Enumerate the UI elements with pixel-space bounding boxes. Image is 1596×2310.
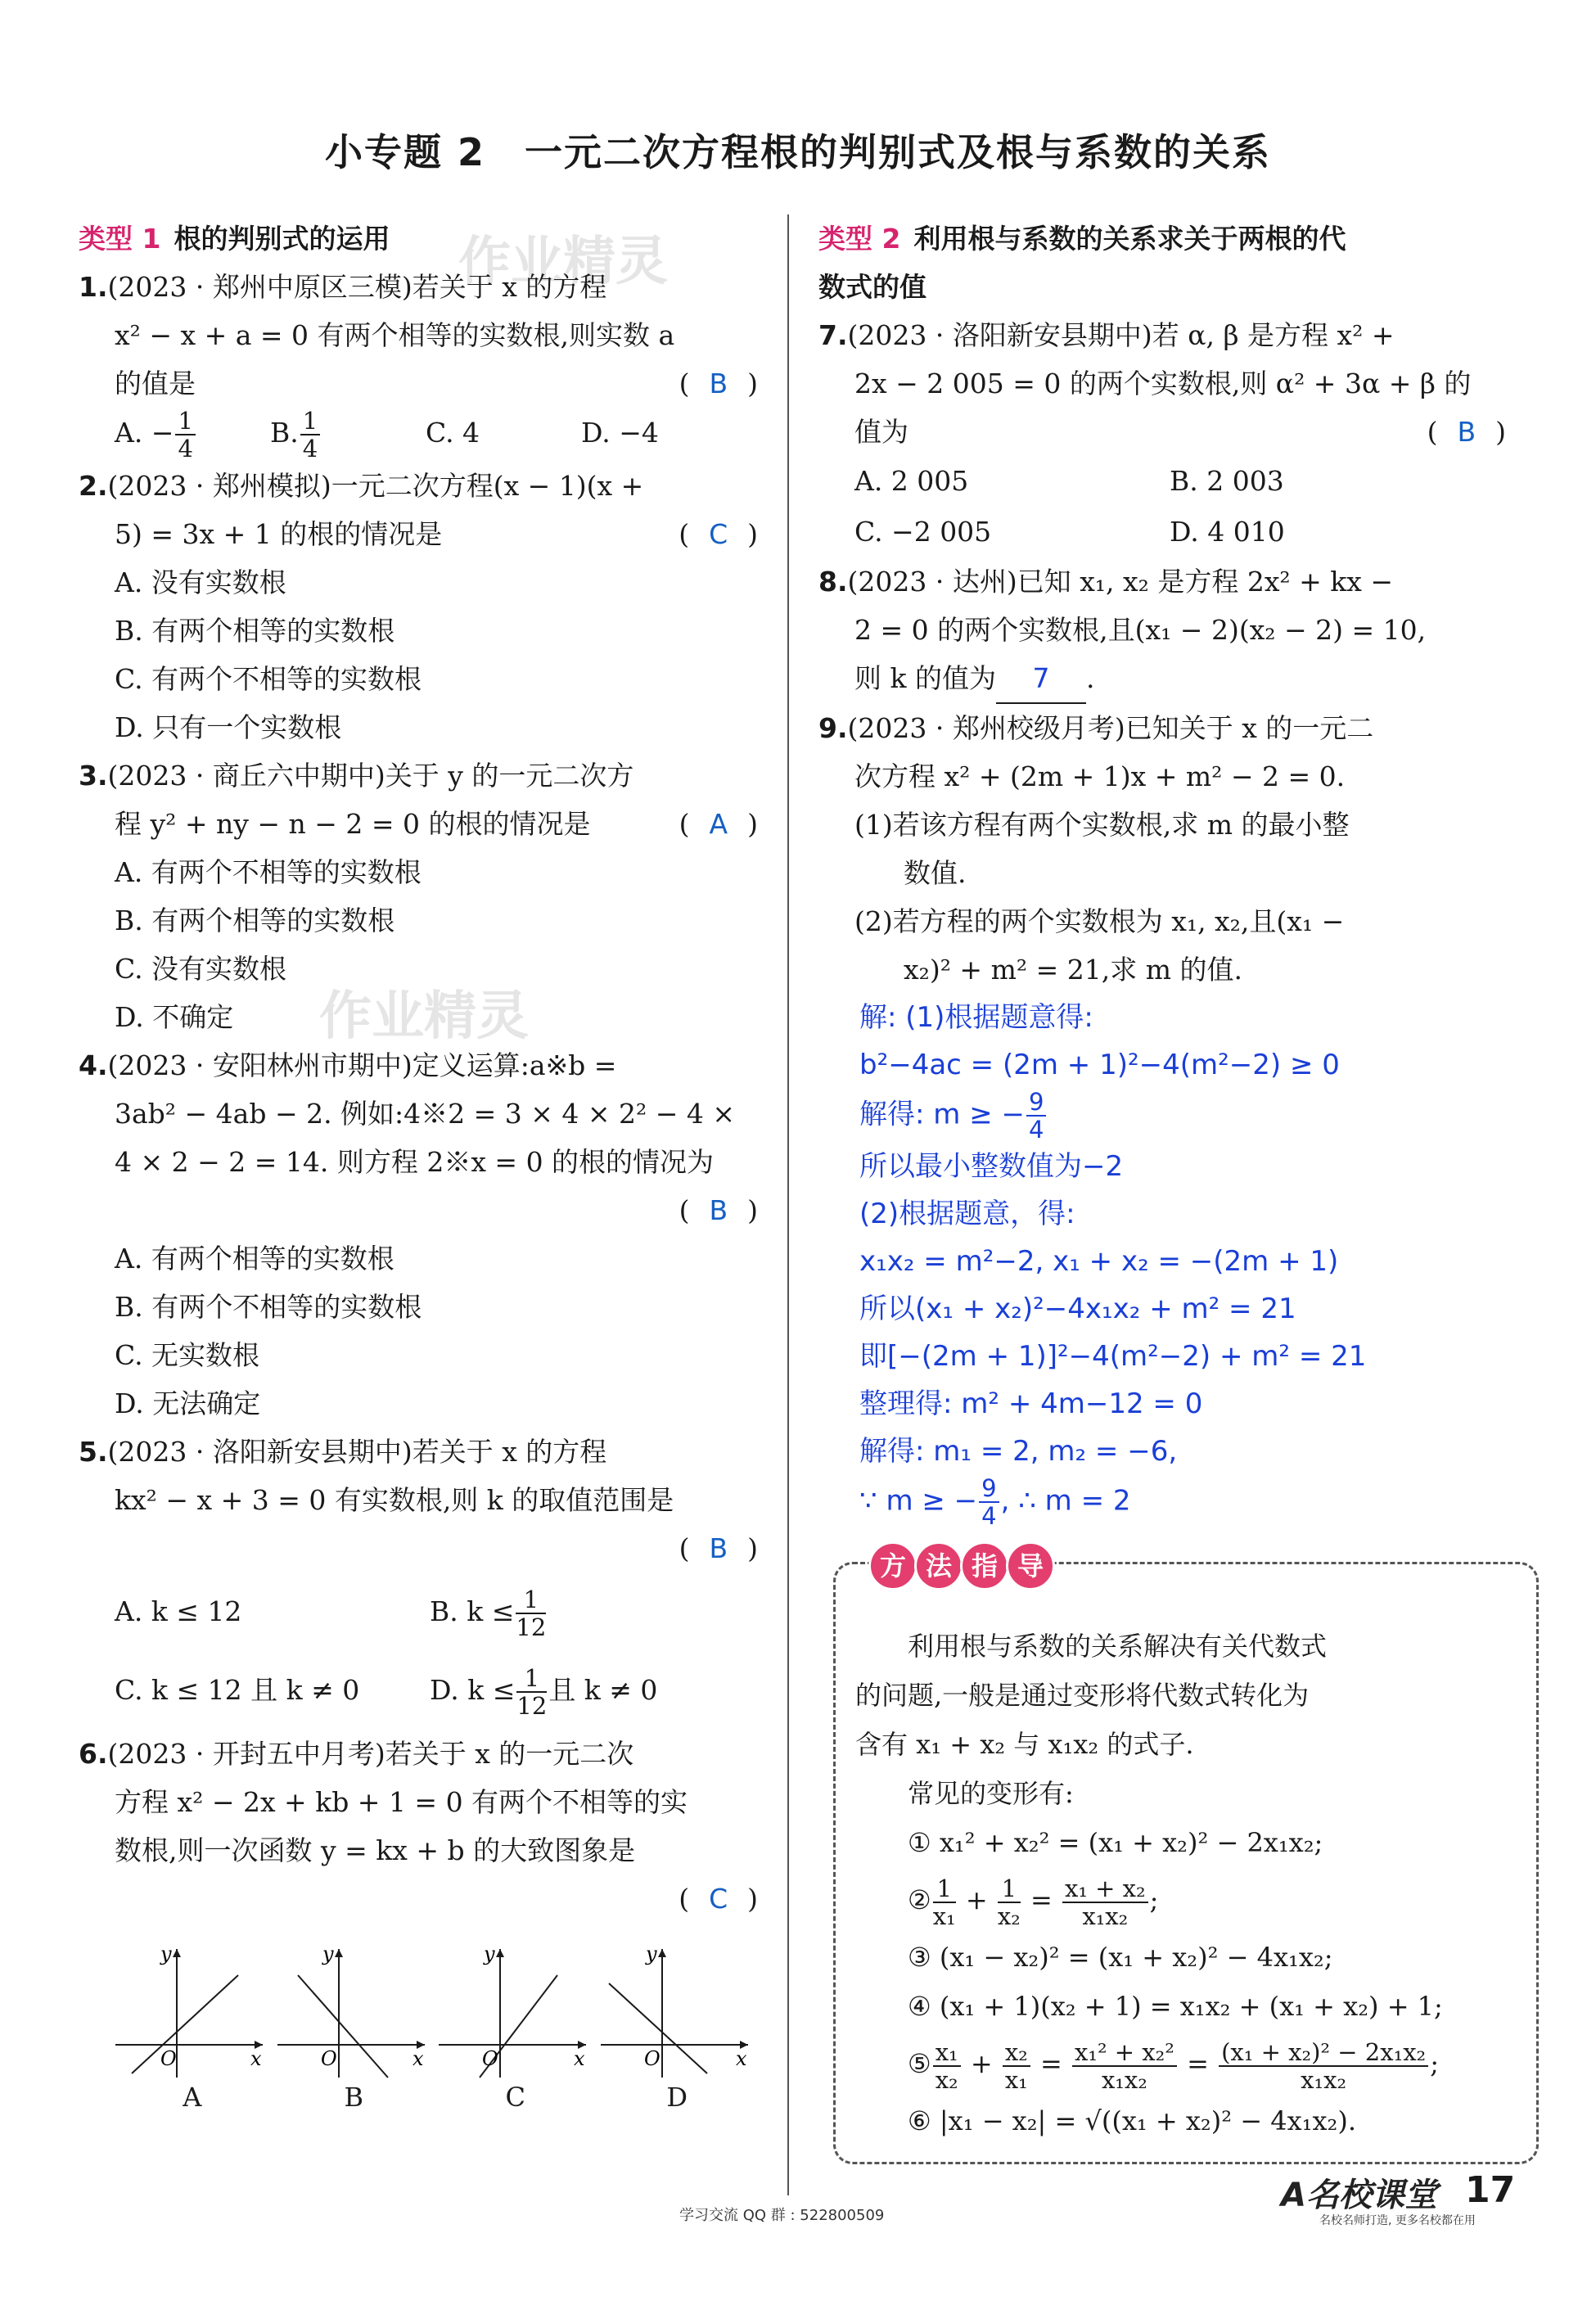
watermark: 作业精灵 [458, 232, 668, 292]
question-text: 2x − 2 005 = 0 的两个实数根,则 α² + 3α + β 的 [854, 368, 1472, 399]
answer-bracket: ( B ) [679, 1532, 758, 1564]
question-text: (2023 · 商丘六中期中)关于 y 的一元二次方 [107, 760, 634, 792]
option-a: A. 有两个相等的实数根 [115, 1243, 394, 1275]
handwritten-solution: 解: (1)根据题意得: b²−4ac = (2m + 1)²−4(m²−2) ≥ 0 解得: m ≥ − $\frac{9}{4}$ 所以最小整数值为−2 (2)根据题意，得: x₁x₂ = m²−2, x₁ + x₂ = −(2m + 1) 所以(x₁ + x₂)²−4x₁x₂ + m² = 21 即[−(2m + 1)]²−4(m²−2) + m² = 21 整理得: m² + 4m−12 = 0 解得: m₁ = 2, m₂ = −6, ∵ m ≥ − $\frac{9}{4}$ , ∴ m = 2 [859, 1001, 1367, 1530]
question-number: 4. [79, 1049, 108, 1081]
question-number: 1. [79, 271, 108, 303]
svg-text:y: y [322, 1942, 334, 1965]
svg-text:x: x [250, 2047, 262, 2070]
formula-4: ④ (x₁ + 1)(x₂ + 1) = x₁x₂ + (x₁ + x₂) + 1; [908, 1991, 1443, 2022]
svg-text:x: x [412, 2047, 424, 2070]
answer-blank: 7 [996, 654, 1086, 704]
section-header [818, 214, 1506, 263]
svg-text:y: y [484, 1942, 495, 1965]
section-tag: 类型 2 [818, 223, 901, 255]
svg-text:O: O [320, 2047, 337, 2070]
question-text: (2023 · 达州)已知 x₁, x₂ 是方程 2x² + kx − [847, 566, 1394, 598]
answer-value: C [709, 1883, 728, 1915]
options [79, 1651, 758, 1730]
answer-value: B [709, 1532, 728, 1564]
question-part-1: (1)若该方程有两个实数根,求 m 的最小整 [854, 809, 1350, 841]
question-text: 数根,则一次函数 y = kx + b 的大致图象是 [115, 1834, 636, 1866]
option-b: B. $\frac{1}{4}$ [270, 408, 426, 462]
question-number: 9. [818, 712, 848, 744]
question-9 [818, 704, 1506, 994]
option-b: B. 有两个相等的实数根 [115, 615, 395, 647]
question-text: (2023 · 洛阳新安县期中)若 α, β 是方程 x² + [847, 319, 1395, 351]
graph-label: D [666, 2082, 688, 2113]
option-d: D. 只有一个实数根 [115, 711, 342, 743]
option-d: D. 不确定 [115, 1001, 234, 1033]
option-c: C. 有两个不相等的实数根 [115, 663, 422, 695]
graph-label: A [183, 2082, 202, 2113]
formula-2: ② $\frac{1}{\text{x₁}}$ + $\frac{1}{\text{x₂}}$ = $\frac{\text{x₁ + x₂}}{\text{x₁x₂}}$ ; [908, 1874, 1159, 1930]
question-number: 8. [818, 566, 848, 598]
watermark: 作业精灵 [319, 986, 529, 1047]
answer-value: B [1457, 416, 1477, 448]
svg-text:x: x [574, 2047, 585, 2070]
page-number: 17 [1465, 2169, 1516, 2211]
question-text: 2 = 0 的两个实数根,且(x₁ − 2)(x₂ − 2) = 10, [854, 614, 1427, 646]
option-a: A. − $\frac{1}{4}$ [115, 408, 270, 462]
question-8: 8.(2023 · 达州)已知 x₁, x₂ 是方程 2x² + kx − 2 = 0 的两个实数根,且(x₁ − 2)(x₂ − 2) = 10, 则 k 的值为 7 . [818, 557, 1506, 704]
formula-3: ③ (x₁ − x₂)² = (x₁ + x₂)² − 4x₁x₂; [908, 1942, 1333, 1973]
answer-value: B [709, 1194, 728, 1226]
question-part-2-cont: x₂)² + m² = 21,求 m 的值. [904, 954, 1242, 986]
graph-option-d [597, 1942, 759, 2113]
question-4 [79, 1041, 758, 1428]
question-6 [79, 1730, 758, 2113]
option-c: C. 4 [426, 417, 480, 449]
option-c: C. −2 005 [854, 516, 992, 548]
graph-a-figure [111, 1942, 267, 2082]
section-title: 利用根与系数的关系求关于两根的代 [913, 223, 1346, 255]
left-column [79, 214, 758, 2113]
options [79, 1572, 758, 1651]
svg-text:y: y [645, 1942, 657, 1965]
answer-bracket: ( C ) [679, 1883, 758, 1915]
formula-1: ① x₁² + x₂² = (x₁ + x₂)² − 2x₁x₂; [908, 1827, 1323, 1858]
question-part-2: (2)若方程的两个实数根为 x₁, x₂,且(x₁ − [854, 905, 1345, 937]
section-header [79, 214, 758, 263]
question-text: (2023 · 安阳林州市期中)定义运算:a※b = [107, 1049, 617, 1081]
graph-label: B [344, 2082, 363, 2113]
question-number: 3. [79, 760, 108, 792]
option-c: C. 没有实数根 [115, 953, 287, 985]
option-a: A. 有两个不相等的实数根 [115, 856, 422, 888]
option-d: D. −4 [581, 417, 659, 449]
question-text: x² − x + a = 0 有两个相等的实数根,则实数 a [115, 319, 675, 351]
answer-value: A [709, 808, 728, 840]
answer-bracket: ( B ) [679, 1194, 758, 1226]
question-text: 3ab² − 4ab − 2. 例如:4※2 = 3 × 4 × 2² − 4 × [115, 1098, 736, 1130]
question-text: 的值是 [115, 368, 196, 399]
question-text: kx² − x + 3 = 0 有实数根,则 k 的取值范围是 [115, 1484, 674, 1516]
question-1 [79, 263, 758, 462]
question-number: 6. [79, 1738, 108, 1770]
question-text: (2023 · 郑州模拟)一元二次方程(x − 1)(x + [107, 470, 644, 502]
option-a: A. 2 005 [854, 465, 969, 497]
graph-b-figure [273, 1942, 429, 2082]
question-text: 值为 [854, 416, 908, 448]
footer-qq: 学习交流 QQ 群 : 522800509 [679, 2207, 885, 2224]
question-2 [79, 462, 758, 751]
question-text: (2023 · 郑州校级月考)已知关于 x 的一元二 [847, 712, 1374, 744]
option-d: D. 4 010 [1170, 516, 1285, 548]
graph-option-a [111, 1942, 273, 2113]
question-3 [79, 751, 758, 1041]
option-b: B. 2 003 [1170, 465, 1284, 497]
question-7 [818, 311, 1506, 557]
question-number: 5. [79, 1436, 108, 1468]
question-text: (2023 · 洛阳新安县期中)若关于 x 的方程 [107, 1436, 607, 1468]
svg-text:O: O [160, 2047, 177, 2070]
option-b: B. k ≤ $\frac{1}{12}$ [430, 1586, 547, 1641]
option-d: D. 无法确定 [115, 1387, 261, 1419]
option-b: B. 有两个不相等的实数根 [115, 1291, 422, 1323]
method-tip-box: 方 法 指 导 利用根与系数的关系解决有关代数式 的问题,一般是通过变形将代数式转化为 含有 x₁ + x₂ 与 x₁x₂ 的式子. 常见的变形有: ① x₁² + x₂² = (x₁ + x₂)² − 2x₁x₂; ② $\frac{1}{\text{x₁}}$ + $\frac{1}{\text{x₂}}$ = $\frac{\text{x₁ + x₂}}{\text{x₁x₂}}$ ; ③ (x₁ − x₂)² = (x₁ + x₂)² − 4x₁x₂; ④ (x₁ + 1)(x₂ + 1) = x₁x₂ + (x₁ + x₂) + 1; ⑤ $\frac{\text{x₁}}{\text{x₂}}$ + $\frac{\text{x₂}}{\text{x₁}}$ = $\frac{\text{x₁² + x₂²}}{\text{x₁x₂}}$ = $\frac{\text{(x₁ + x₂)² − 2x₁x₂}}{\text{x₁x₂}}$ ; ⑥ |x₁ − x₂| = √((x₁ + x₂)² − 4x₁x₂). [833, 1562, 1539, 2164]
question-text: 程 y² + ny − n − 2 = 0 的根的情况是 [115, 808, 591, 840]
brand-slogan: 名校名师打造, 更多名校都在用 [1319, 2214, 1476, 2227]
section-title-cont: 数式的值 [818, 271, 926, 303]
tip-badge: 方 法 指 导 [868, 1541, 1052, 1590]
section-tag: 类型 1 [79, 223, 161, 255]
svg-text:y: y [160, 1942, 172, 1965]
answer-bracket: ( C ) [679, 518, 758, 550]
svg-text:O: O [643, 2047, 660, 2070]
question-number: 2. [79, 470, 108, 502]
graph-d-figure [597, 1942, 752, 2082]
graph-c-figure [435, 1942, 590, 2082]
answer-bracket: ( B ) [679, 368, 758, 399]
svg-text:x: x [735, 2047, 747, 2070]
question-text: 5) = 3x + 1 的根的情况是 [115, 518, 443, 550]
option-c: C. k ≤ 12 且 k ≠ 0 [115, 1674, 360, 1706]
brand-logo: A名校课堂 [1281, 2177, 1437, 2214]
question-5 [79, 1428, 758, 1730]
graph-option-b [273, 1942, 435, 2113]
option-d: D. k ≤ $\frac{1}{12}$ 且 k ≠ 0 [430, 1664, 658, 1720]
option-a: A. 没有实数根 [115, 566, 286, 598]
formula-5: ⑤ $\frac{\text{x₁}}{\text{x₂}}$ + $\frac{\text{x₂}}{\text{x₁}}$ = $\frac{\text{x₁² + x₂²}}{\text{x₁x₂}}$ = $\frac{\text{(x₁ + x₂)² − 2x₁x₂}}{\text{x₁x₂}}$ ; [908, 2037, 1439, 2094]
column-divider [787, 214, 789, 2195]
option-c: C. 无实数根 [115, 1339, 260, 1371]
graph-label: C [505, 2082, 525, 2113]
graph-options [79, 1942, 758, 2113]
option-a: A. k ≤ 12 [115, 1595, 242, 1627]
section-title: 根的判别式的运用 [174, 223, 390, 255]
answer-bracket: ( A ) [679, 808, 758, 840]
formula-6: ⑥ |x₁ − x₂| = √((x₁ + x₂)² − 4x₁x₂). [908, 2105, 1356, 2136]
graph-option-c [435, 1942, 597, 2113]
right-column [818, 214, 1506, 2164]
question-text: 4 × 2 − 2 = 14. 则方程 2※x = 0 的根的情况为 [115, 1146, 715, 1178]
question-text: 次方程 x² + (2m + 1)x + m² − 2 = 0. [854, 760, 1346, 792]
answer-value: C [709, 518, 728, 550]
question-part-1-cont: 数值. [904, 857, 967, 889]
answer-bracket: ( B ) [1427, 416, 1506, 448]
page-title: 小专题 2 一元二次方程根的判别式及根与系数的关系 [324, 130, 1272, 174]
options [79, 408, 758, 462]
question-text: 则 k 的值为 [854, 662, 996, 694]
question-text: (2023 · 开封五中月考)若关于 x 的一元二次 [107, 1738, 634, 1770]
question-text: (2023 · 郑州中原区三模)若关于 x 的方程 [107, 271, 607, 303]
options [818, 456, 1506, 507]
option-b: B. 有两个相等的实数根 [115, 905, 395, 936]
options [818, 507, 1506, 557]
question-number: 7. [818, 319, 848, 351]
answer-value: B [709, 368, 728, 399]
question-text: 方程 x² − 2x + kb + 1 = 0 有两个不相等的实 [115, 1786, 688, 1818]
svg-text:O: O [482, 2047, 498, 2070]
